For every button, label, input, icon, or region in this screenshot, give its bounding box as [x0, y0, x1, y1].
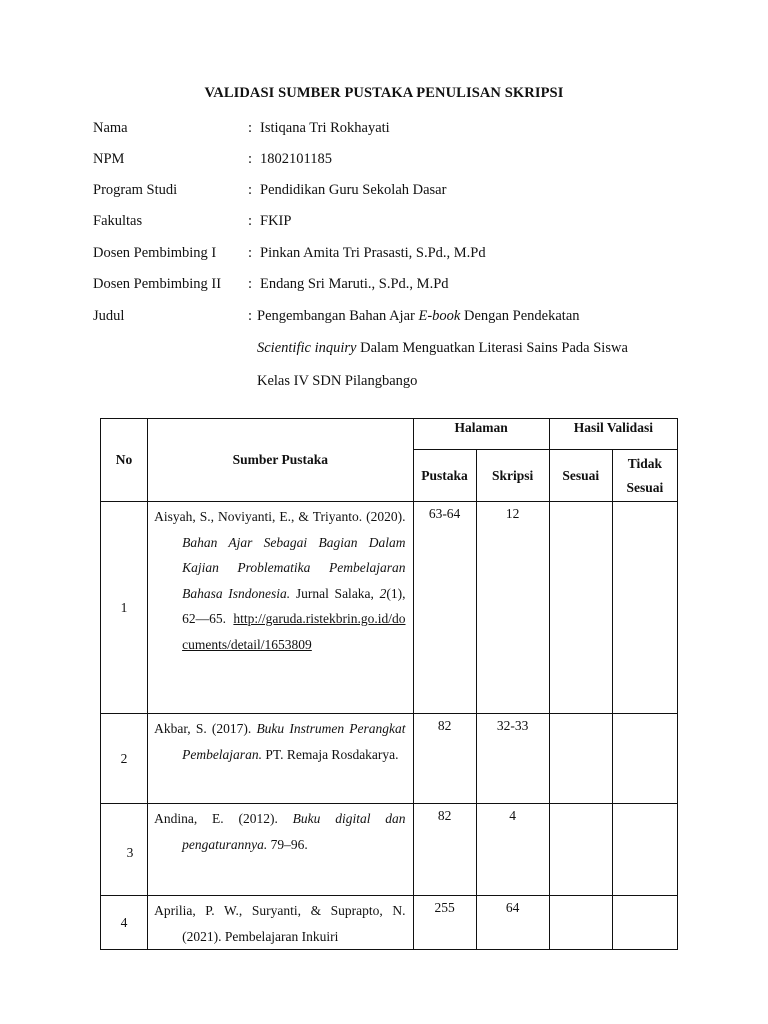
field-value: Istiqana Tri Rokhayati: [260, 120, 390, 136]
judul-line-3: Kelas IV SDN Pilangbango: [257, 373, 418, 389]
field-label: Program Studi: [93, 182, 178, 198]
field-colon: :: [248, 182, 253, 198]
row-number: 2: [101, 714, 148, 804]
header-hasil-validasi: Hasil Validasi: [549, 419, 677, 450]
source-citation: Akbar, S. (2017). Buku Instrumen Perangkat Pembelajaran. PT. Remaja Rosdakarya.: [148, 714, 413, 804]
source-citation: Aprilia, P. W., Suryanti, & Suprapto, N. (2021). Pembelajaran Inkuiri: [148, 896, 413, 950]
field-label: Dosen Pembimbing II: [93, 276, 222, 292]
table-row: [101, 714, 678, 804]
header-skripsi: Skripsi: [476, 450, 549, 502]
field-value: FKIP: [260, 213, 292, 229]
field-label: NPM: [93, 151, 125, 167]
table-row: [101, 896, 678, 950]
header-no: No: [101, 419, 148, 502]
field-value: Pinkan Amita Tri Prasasti, S.Pd., M.Pd: [260, 245, 486, 261]
field-colon: :: [248, 213, 253, 229]
cell-sesuai[interactable]: [549, 804, 612, 896]
header-pustaka: Pustaka: [413, 450, 476, 502]
document-title: VALIDASI SUMBER PUSTAKA PENULISAN SKRIPSI: [204, 85, 564, 101]
field-value: Endang Sri Maruti., S.Pd., M.Pd: [260, 276, 449, 292]
field-value: Pendidikan Guru Sekolah Dasar: [260, 182, 447, 198]
cell-sesuai[interactable]: [549, 896, 612, 950]
field-colon: :: [248, 308, 253, 324]
row-number: 3: [101, 804, 148, 896]
field-label: Nama: [93, 120, 128, 136]
sources-table: [100, 418, 678, 950]
page-skripsi: 4: [476, 804, 549, 896]
row-number: 1: [101, 502, 148, 714]
field-colon: :: [248, 276, 253, 292]
page-pustaka: 63-64: [413, 502, 476, 714]
row-number: 4: [101, 896, 148, 950]
cell-sesuai[interactable]: [549, 714, 612, 804]
source-citation: Andina, E. (2012). Buku digital dan pengaturannya. 79–96.: [148, 804, 413, 896]
field-colon: :: [248, 120, 253, 136]
cell-tidak-sesuai[interactable]: [612, 502, 677, 714]
judul-line-1: Pengembangan Bahan Ajar E-book Dengan Pendekatan: [257, 308, 580, 324]
table-row: [101, 804, 678, 896]
table-row: [101, 502, 678, 714]
cell-tidak-sesuai[interactable]: [612, 896, 677, 950]
page-skripsi: 64: [476, 896, 549, 950]
source-citation: Aisyah, S., Noviyanti, E., & Triyanto. (2020). Bahan Ajar Sebagai Bagian Dalam Kajian Problematika Pembelajaran Bahasa Isndonesia. Jurnal Salaka, 2(1), 62—65. http://garuda.ristekbrin.go.id/documents/detail/1653809: [148, 502, 413, 714]
field-colon: :: [248, 245, 253, 261]
cell-tidak-sesuai[interactable]: [612, 714, 677, 804]
field-label: Dosen Pembimbing I: [93, 245, 217, 261]
header-halaman: Halaman: [413, 419, 549, 450]
page-skripsi: 12: [476, 502, 549, 714]
source-link[interactable]: http://garuda.ristekbrin.go.id/documents/detail/1653809: [182, 611, 406, 652]
page-pustaka: 255: [413, 896, 476, 950]
field-label: Judul: [93, 308, 125, 324]
judul-line-2: Scientific inquiry Dalam Menguatkan Literasi Sains Pada Siswa: [257, 340, 628, 356]
header-row: [101, 419, 678, 450]
cell-tidak-sesuai[interactable]: [612, 804, 677, 896]
header-sesuai: Sesuai: [549, 450, 612, 502]
page-skripsi: 32-33: [476, 714, 549, 804]
page-pustaka: 82: [413, 714, 476, 804]
header-sumber-pustaka: Sumber Pustaka: [148, 419, 413, 502]
field-colon: :: [248, 151, 253, 167]
field-value: 1802101185: [260, 151, 332, 167]
header-tidak-sesuai: Tidak Sesuai: [612, 450, 677, 502]
field-label: Fakultas: [93, 213, 143, 229]
cell-sesuai[interactable]: [549, 502, 612, 714]
page-pustaka: 82: [413, 804, 476, 896]
